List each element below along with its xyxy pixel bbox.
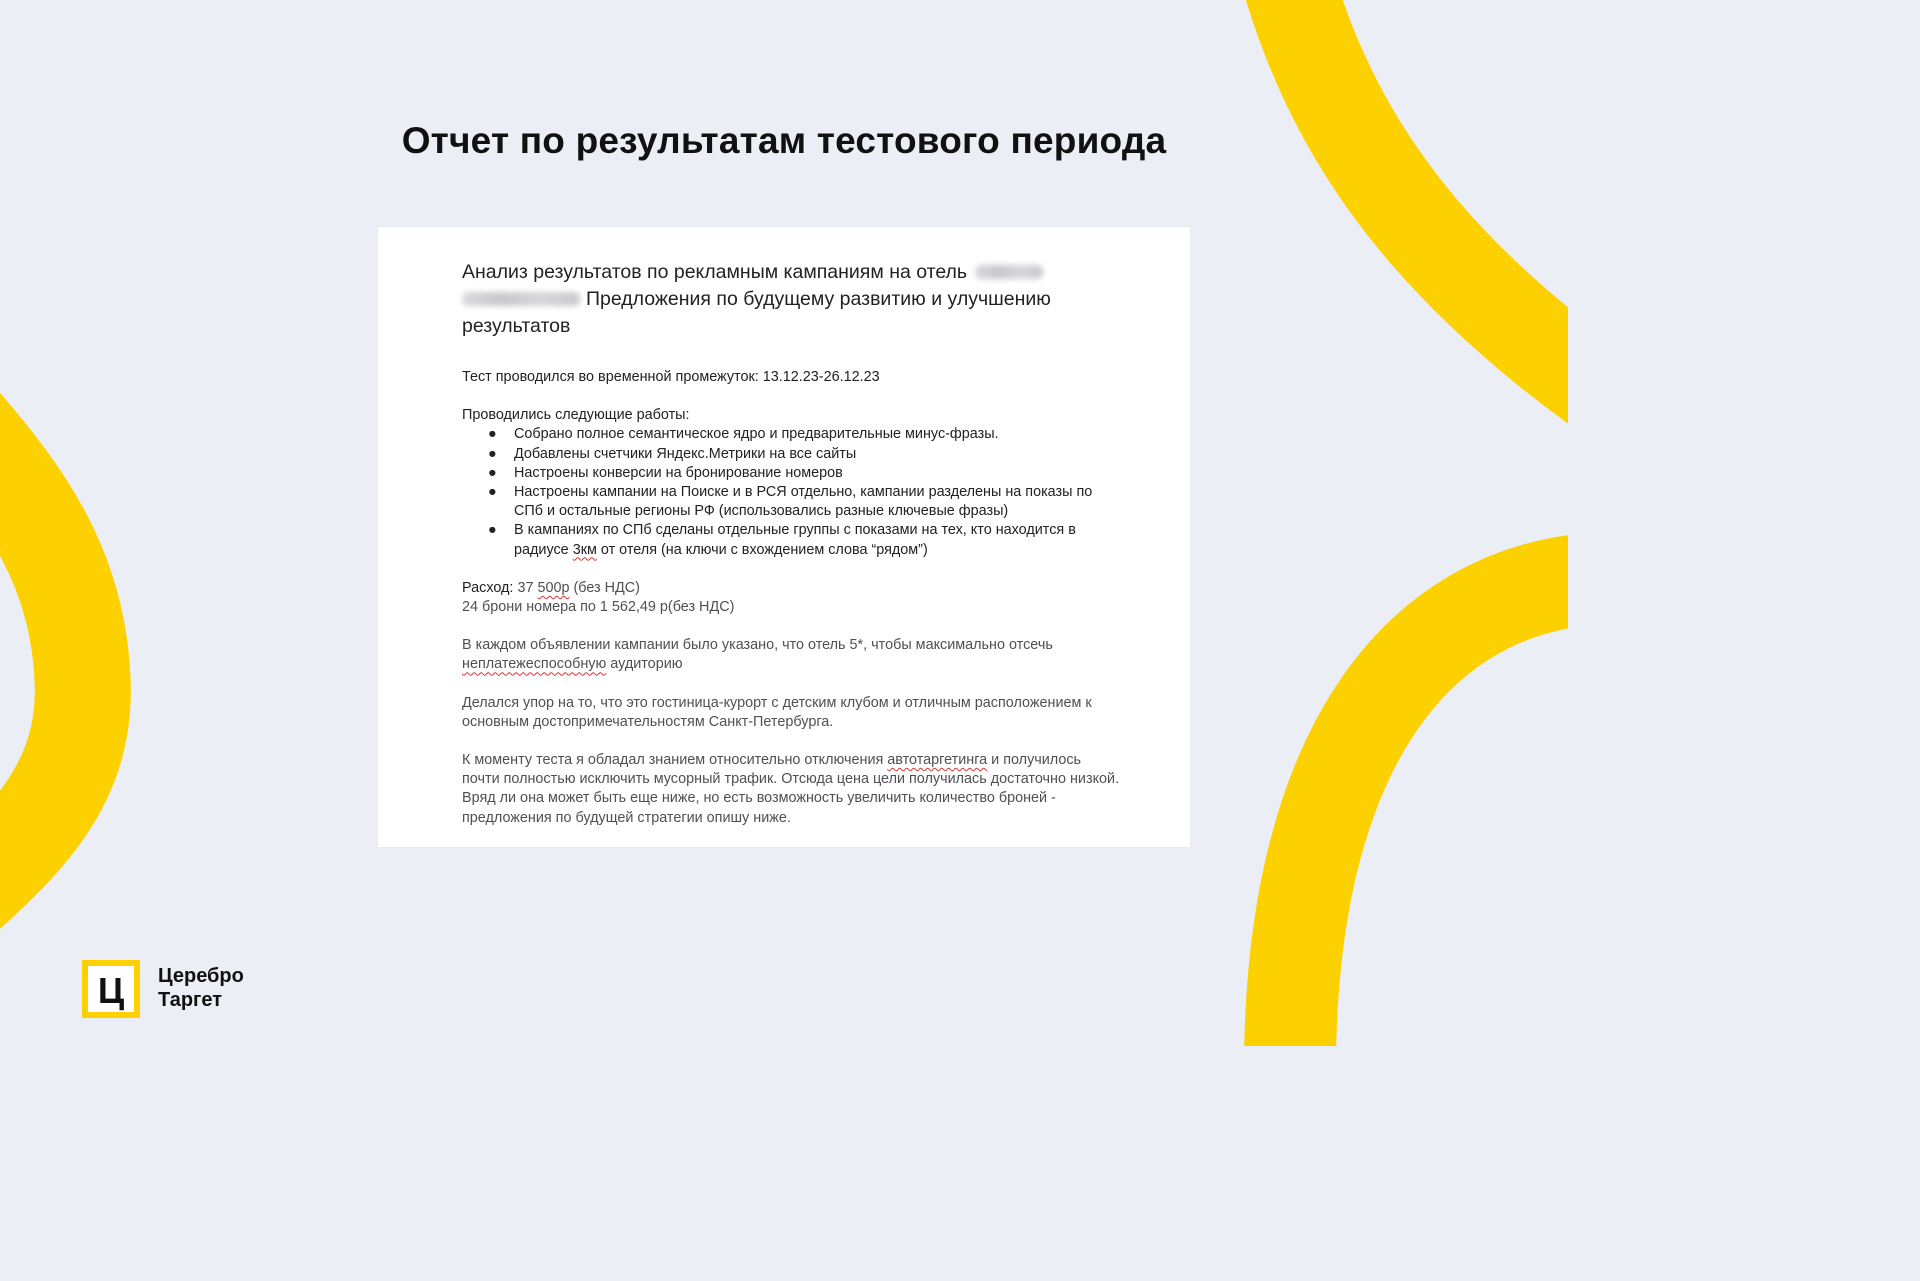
paragraph-autotargeting: К моменту теста я обладал знанием относительно отключения автотаргетинга и получилось почти полностью исключить мусорный трафик. Отсюда цена цели получилась достаточно низкой. Вряд ли она может быть еще ниже, но есть возможность увеличить количество броней - предложения по будущей стратегии опишу ниже. — [462, 752, 1120, 826]
logo-letter: Ц — [97, 970, 125, 1011]
list-item: ● В кампаниях по СПб сделаны отдельные группы с показами на тех, кто находится в радиусе 3км от отеля (на ключи с вхождением слова “рядом”) — [488, 522, 1076, 558]
bullet-icon: ● — [488, 445, 497, 462]
works-intro: Проводились следующие работы: — [462, 407, 690, 424]
yellow-arc-bottom-right — [1290, 578, 1568, 1046]
report-heading-part2: Предложения по будущему развитию и улучшению результатов — [462, 288, 1051, 337]
expense-value: 37 500р (без НДС) — [517, 579, 640, 596]
test-period: Тест проводился во временной промежуток: 13.12.23-26.12.23 — [462, 369, 880, 385]
redacted-hotel-name-continued — [462, 292, 580, 306]
report-document — [378, 227, 1190, 847]
list-item: ● Настроены кампании на Поиске и в РСЯ отдельно, кампании разделены на показы по СПб и остальные регионы РФ (использовались разные ключевые фразы) — [488, 484, 1093, 520]
page-title: Отчет по результатам тестового периода — [401, 120, 1167, 161]
report-content — [462, 259, 1122, 828]
brand-name-line1: Церебро — [158, 965, 244, 987]
report-heading-part1: Анализ результатов по рекламным кампаниям на отель — [462, 261, 968, 283]
yellow-arc-left — [0, 420, 83, 900]
report-heading — [462, 259, 1122, 340]
bullet-icon: ● — [488, 464, 497, 481]
yellow-arc-top-right — [1285, 0, 1568, 390]
list-item: ● Собрано полное семантическое ядро и предварительные минус-фразы. — [462, 425, 1122, 444]
bookings-line: 24 брони номера по 1 562,49 р(без НДС) — [462, 599, 735, 616]
bullet-icon: ● — [488, 426, 497, 443]
expense-line — [462, 579, 1122, 598]
expense-label: Расход: — [462, 579, 514, 596]
list-item: ● Настроены конверсии на бронирование номеров — [462, 464, 1122, 483]
paragraph-resort: Делался упор на то, что это гостиница-курорт с детским клубом и отличным расположением к основным достопримечательностям Санкт-Петербурга. — [462, 694, 1092, 730]
brand-name — [158, 964, 244, 1012]
bullet-icon: ● — [488, 522, 497, 539]
list-item: ● Добавлены счетчики Яндекс.Метрики на все сайты — [462, 445, 1122, 464]
brand-logo-icon — [82, 960, 140, 1018]
redacted-hotel-name — [975, 265, 1043, 279]
works-list — [462, 425, 1122, 559]
brand-name-line2: Таргет — [158, 989, 223, 1011]
bullet-icon: ● — [488, 484, 497, 501]
paragraph-hotel-stars: В каждом объявлении кампании было указано, что отель 5*, чтобы максимально отсечь неплатежеспособную аудиторию — [462, 637, 1053, 673]
